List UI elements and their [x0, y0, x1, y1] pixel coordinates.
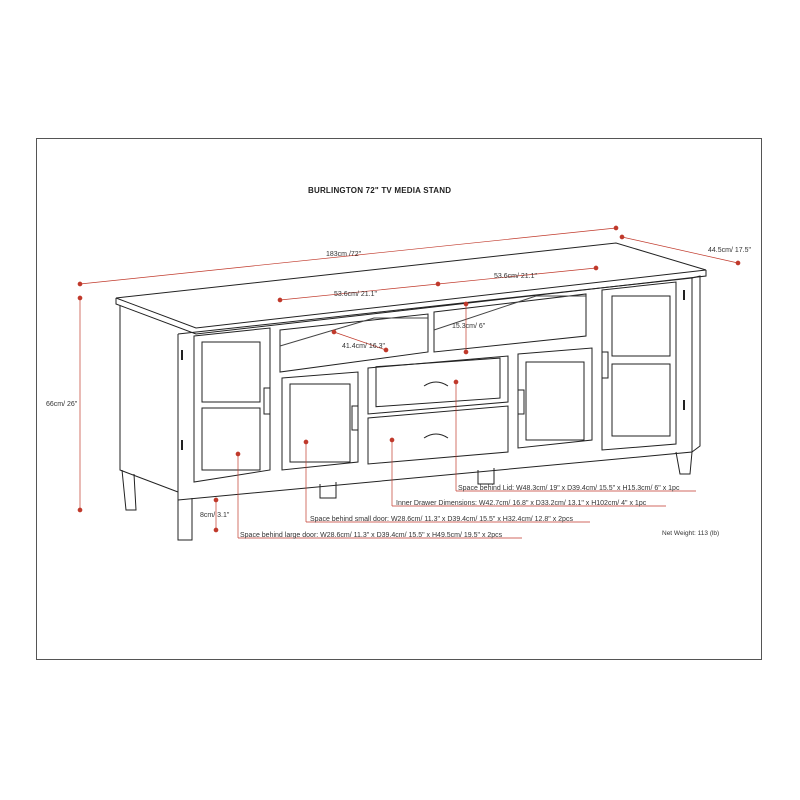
- top-drawer-pull: [424, 382, 448, 386]
- right-small-door-handle: [518, 390, 524, 414]
- width-label: 183cm /72": [326, 251, 362, 258]
- shelf-height-label: 15.3cm/ 6": [452, 323, 486, 330]
- width-dimension-dot: [614, 226, 618, 230]
- right-shelf-width-label: 53.6cm/ 21.1": [494, 273, 537, 280]
- left-small-door-handle: [352, 406, 358, 430]
- bottom-drawer: [368, 406, 508, 464]
- inner-drawer-callout: Inner Drawer Dimensions: W42.7cm/ 16.8" x D33.2cm/ 13.1" x H102cm/ 4" x 1pc: [396, 500, 647, 507]
- shelf-depth-label: 41.4cm/ 16.3": [342, 343, 385, 350]
- left-side-panel: [120, 306, 178, 492]
- right-large-door: [602, 282, 676, 450]
- leg-front-right: [676, 452, 692, 474]
- left-small-door: [282, 372, 358, 470]
- top-surface: [116, 243, 706, 328]
- depth-label: 44.5cm/ 17.5": [708, 247, 751, 254]
- left-shelf-width-label: 53.6cm/ 21.1": [334, 291, 377, 298]
- leg-inner-left: [320, 482, 336, 498]
- drawing-title: BURLINGTON 72" TV MEDIA STAND: [308, 186, 452, 195]
- front-body: [178, 278, 692, 500]
- leg-back-left: [122, 470, 136, 510]
- bottom-drawer-pull: [424, 434, 448, 438]
- lid-space-callout: Space behind Lid: W48.3cm/ 19" x D39.4cm/ 15.5" x H15.3cm/ 6" x 1pc: [458, 485, 680, 492]
- left-door-lower-panel: [202, 408, 260, 470]
- height-label: 66cm/ 26": [46, 401, 78, 408]
- right-side: [692, 276, 700, 452]
- small-door-space-callout: Space behind small door: W28.6cm/ 11.3" x D39.4cm/ 15.5" x H32.4cm/ 12.8" x 2pcs: [310, 516, 573, 523]
- width-dimension-dot: [78, 282, 82, 286]
- right-small-door: [518, 348, 592, 448]
- left-large-door: [194, 328, 270, 482]
- leg-clearance-label: 8cm/ 3.1": [200, 512, 230, 519]
- large-door-space-callout: Space behind large door: W28.6cm/ 11.3" x D39.4cm/ 15.5" x H49.5cm/ 19.5" x 2pcs: [240, 532, 503, 539]
- right-door-handle: [602, 352, 608, 378]
- right-door-upper-panel: [612, 296, 670, 356]
- left-door-upper-panel: [202, 342, 260, 402]
- right-door-lower-panel: [612, 364, 670, 436]
- net-weight: Net Weight: 113 (lb): [662, 530, 720, 537]
- left-door-handle: [264, 388, 270, 414]
- left-small-door-panel: [290, 384, 350, 462]
- right-small-door-panel: [526, 362, 584, 440]
